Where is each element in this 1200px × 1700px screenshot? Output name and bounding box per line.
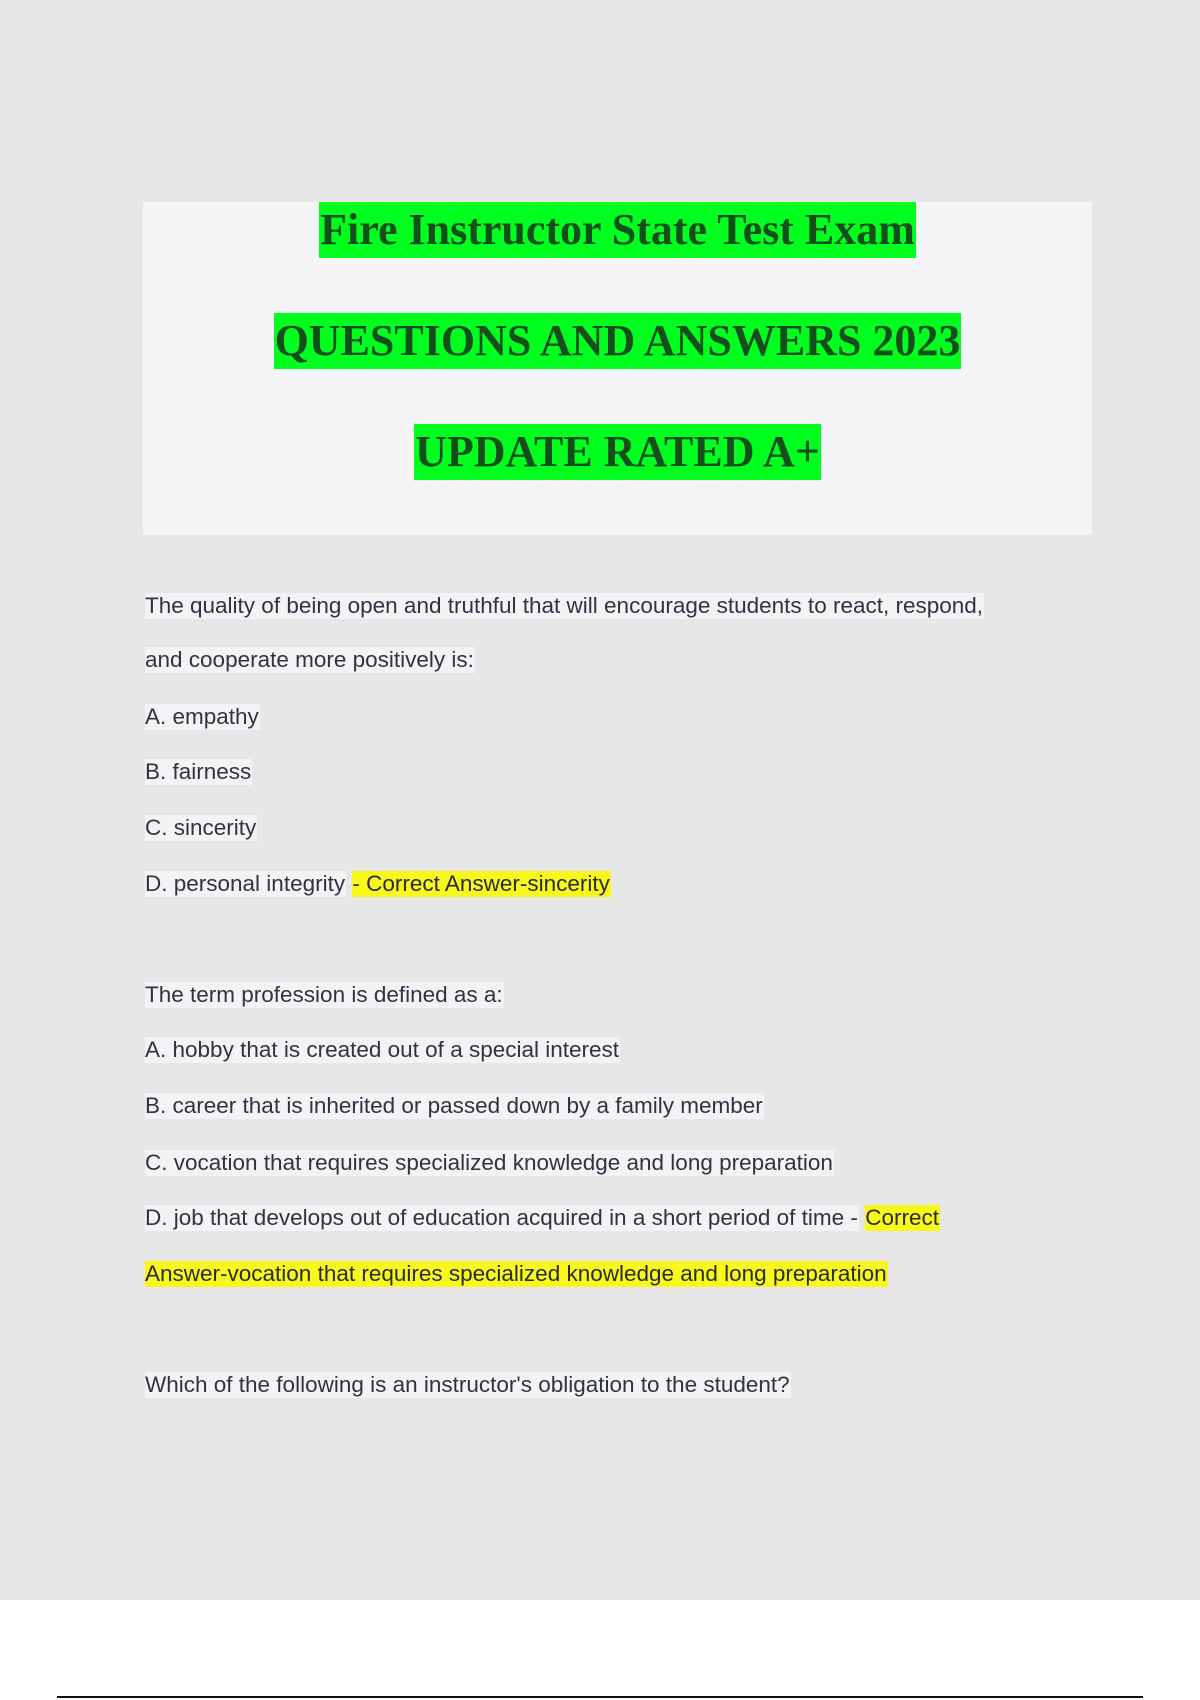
option-text: A. hobby that is created out of a special interest — [145, 1037, 620, 1062]
question-1-stem-text-1: The quality of being open and truthful that will encourage students to react, respond, — [145, 593, 984, 618]
option-text: A. empathy — [145, 704, 259, 729]
title-text-1: Fire Instructor State Test Exam — [319, 202, 916, 258]
title-block — [143, 202, 1092, 535]
question-2-option-b — [145, 1090, 764, 1122]
question-2-option-c — [145, 1147, 834, 1179]
question-1-option-b — [145, 756, 252, 788]
correct-answer-highlight: - Correct Answer-sincerity — [352, 871, 610, 896]
question-1-stem-line-2 — [145, 644, 475, 676]
option-text: B. career that is inherited or passed down by a family member — [145, 1093, 763, 1118]
title-text-2: QUESTIONS AND ANSWERS 2023 — [274, 313, 962, 369]
question-2-stem-line-1 — [145, 979, 504, 1011]
option-text: D. job that develops out of education acquired in a short period of time - — [145, 1205, 858, 1230]
question-3-stem-text: Which of the following is an instructor's obligation to the student? — [145, 1372, 790, 1397]
option-text: B. fairness — [145, 759, 252, 784]
question-2-option-a — [145, 1034, 620, 1066]
title-line-3 — [143, 424, 1092, 480]
title-text-3: UPDATE RATED A+ — [414, 424, 821, 480]
question-2-answer-line-2 — [145, 1258, 888, 1290]
title-line-2 — [143, 313, 1092, 369]
title-line-1 — [143, 202, 1092, 258]
question-1-option-d — [145, 868, 611, 900]
question-1-option-a — [145, 701, 260, 733]
question-1-option-c — [145, 812, 257, 844]
question-3-stem-line-1 — [145, 1369, 791, 1401]
question-2-stem-text: The term profession is defined as a: — [145, 982, 503, 1007]
footer-divider — [57, 1696, 1143, 1698]
question-2-option-d — [145, 1202, 940, 1234]
option-text: C. vocation that requires specialized knowledge and long preparation — [145, 1150, 833, 1175]
question-1-stem-text-2: and cooperate more positively is: — [145, 647, 474, 672]
option-text: D. personal integrity — [145, 871, 346, 896]
question-1-stem-line-1 — [145, 590, 984, 622]
option-text: C. sincerity — [145, 815, 257, 840]
correct-answer-highlight: Answer-vocation that requires specialized knowledge and long preparation — [145, 1261, 887, 1286]
correct-answer-highlight: Correct — [865, 1205, 939, 1230]
